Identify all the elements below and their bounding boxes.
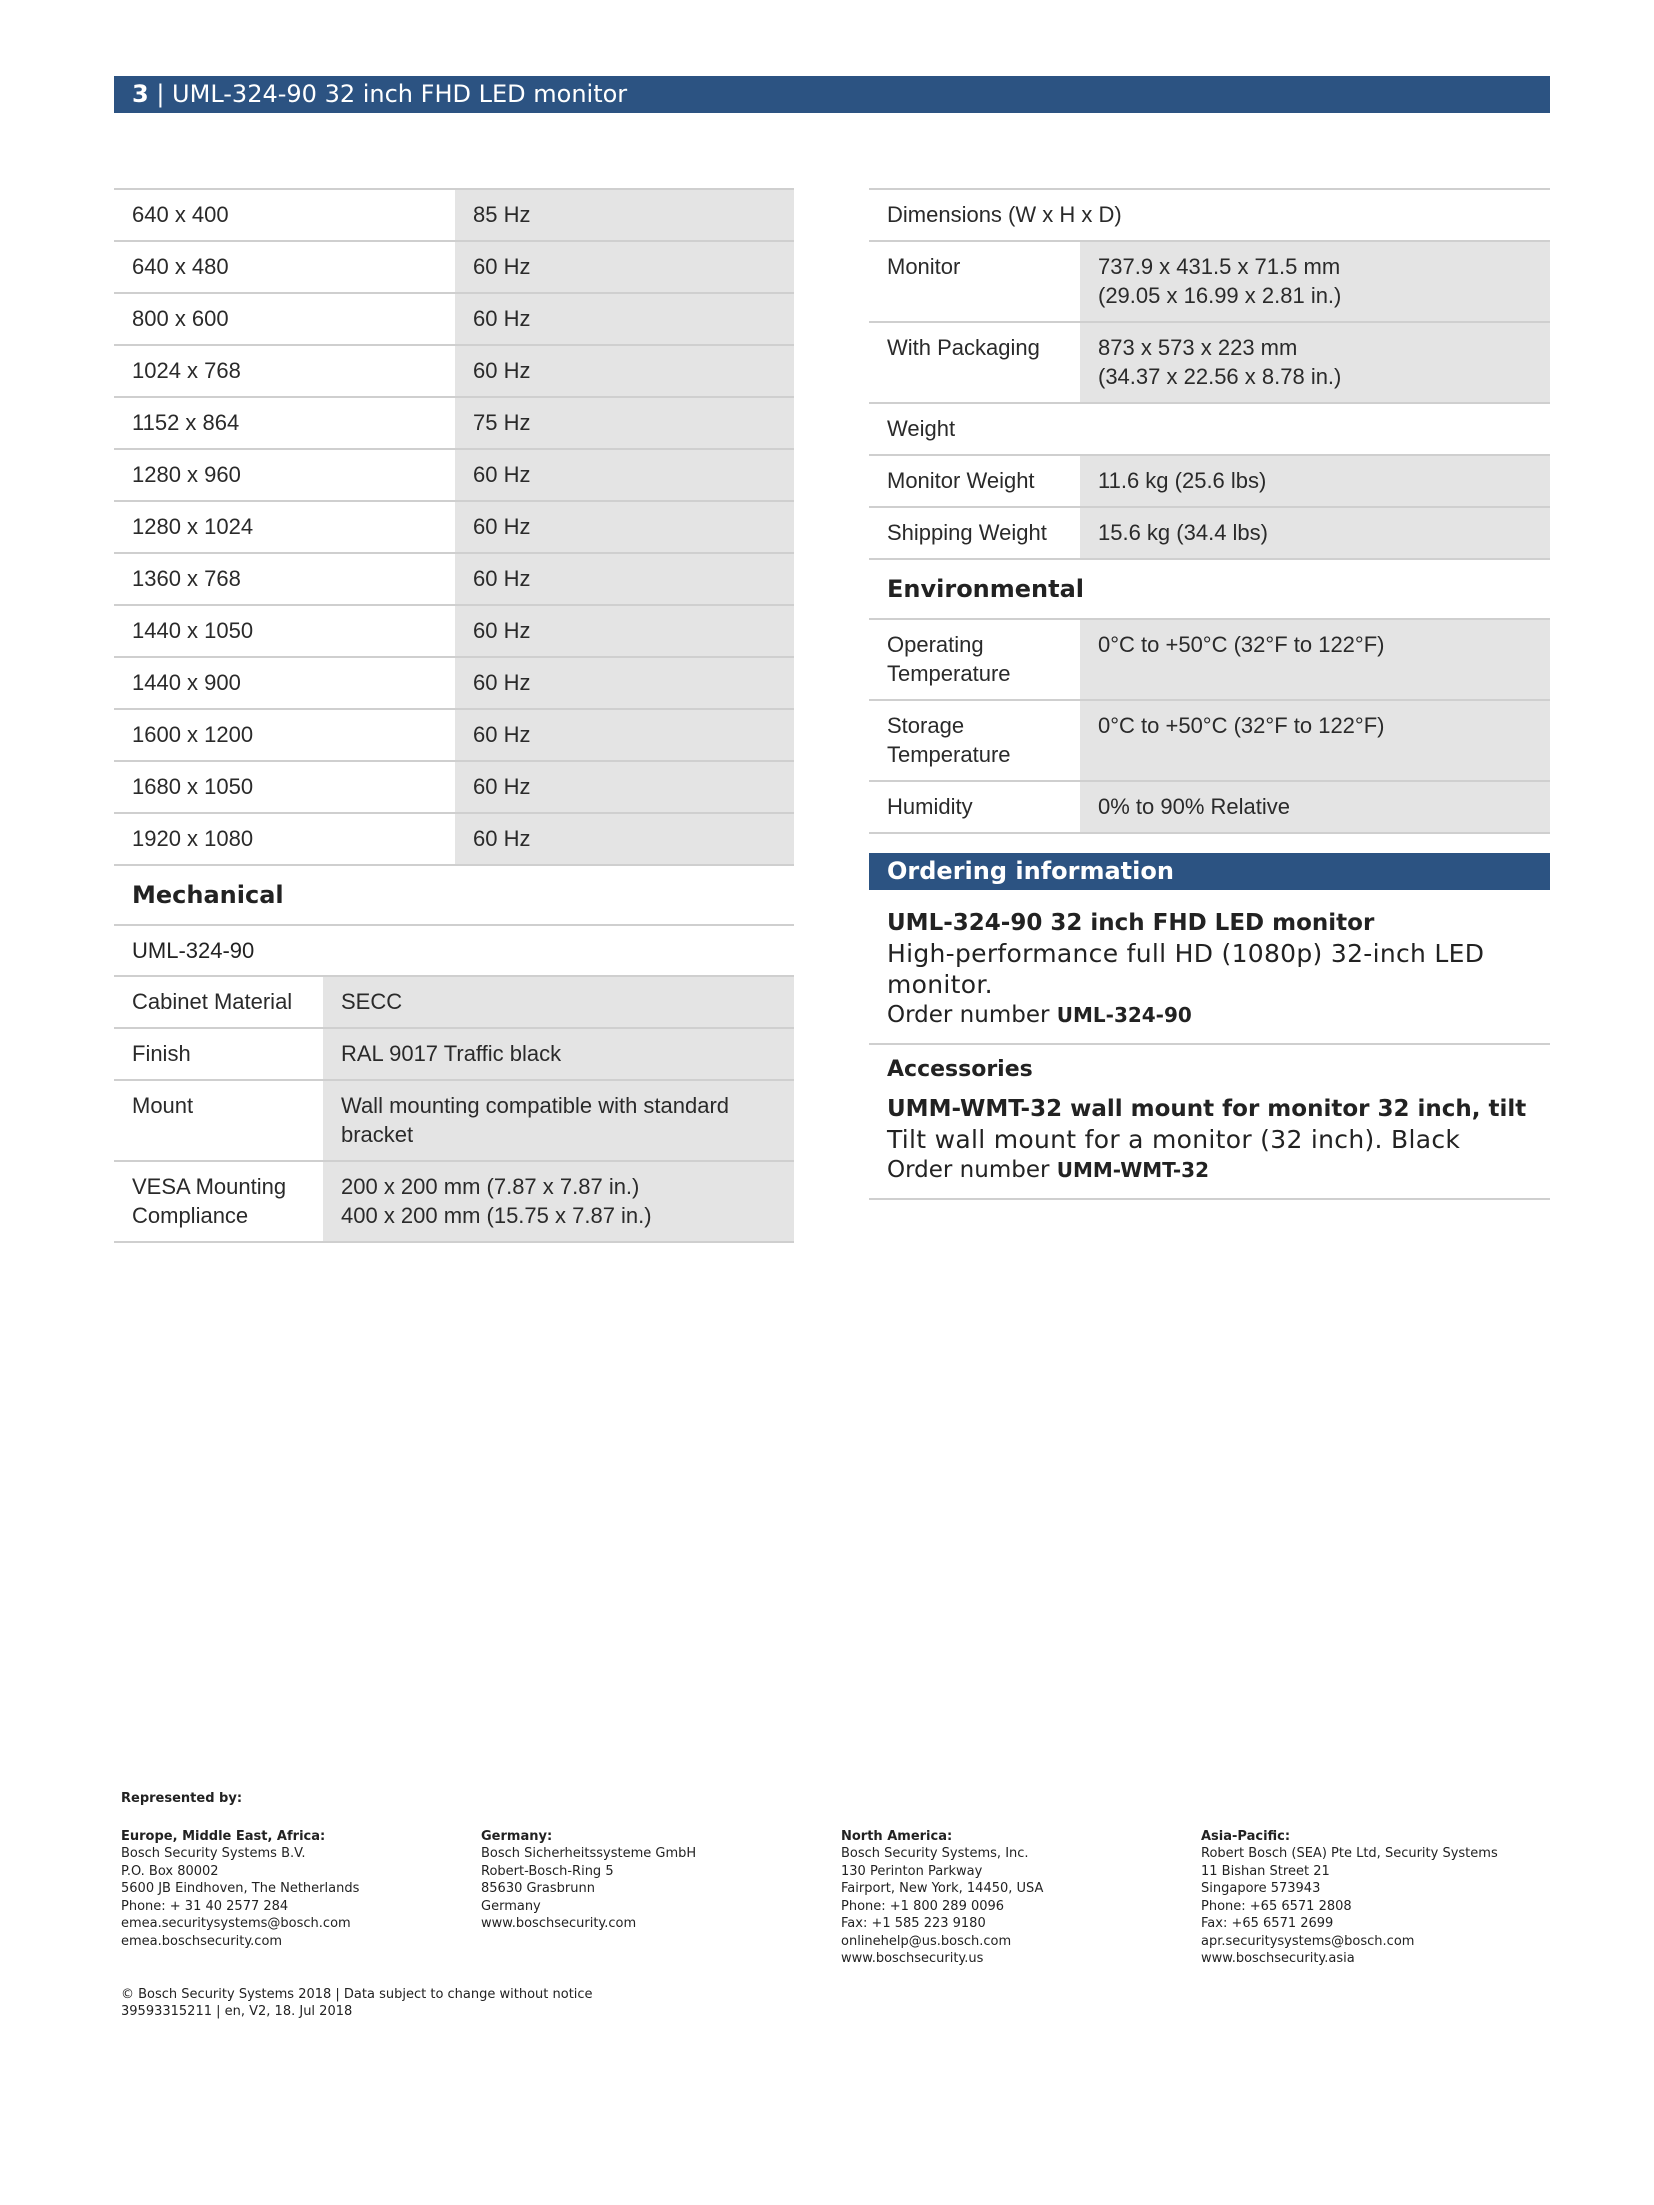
table-row [869, 507, 1550, 559]
resolution-cell: 1680 x 1050 [114, 761, 455, 813]
spec-value-line: (34.37 x 22.56 x 8.78 in.) [1098, 364, 1342, 389]
contact-line: onlinehelp@us.bosch.com [841, 1933, 1012, 1949]
table-row [869, 781, 1550, 833]
table-row [869, 241, 1550, 322]
contact-column [841, 1828, 1171, 1968]
order-number [887, 1000, 1532, 1031]
contact-line: Fax: +65 6571 2699 [1201, 1916, 1334, 1931]
order-number-label: Order number [887, 1002, 1057, 1028]
mechanical-table [114, 977, 794, 1243]
table-row [114, 241, 794, 293]
resolution-cell: 640 x 480 [114, 241, 455, 293]
table-row [869, 189, 1550, 241]
mechanical-subtitle: UML-324-90 [114, 926, 794, 977]
contact-line: Bosch Security Systems, Inc. [841, 1846, 1029, 1861]
table-row [869, 403, 1550, 455]
spec-key: VESA Mounting Compliance [114, 1161, 323, 1242]
order-item-description: High-performance full HD (1080p) 32-inch LED [887, 939, 1485, 968]
spec-key-line: Temperature [887, 661, 1011, 686]
accessory-item [869, 1082, 1550, 1200]
contact-line: Phone: +1 800 289 0096 [841, 1898, 1005, 1914]
contact-line: Phone: +65 6571 2808 [1201, 1898, 1352, 1914]
spec-key: Humidity [869, 781, 1080, 833]
contact-line: 5600 JB Eindhoven, The Netherlands [121, 1881, 360, 1896]
page-header [114, 76, 1550, 113]
table-row [114, 761, 794, 813]
resolution-cell: 1280 x 1024 [114, 501, 455, 553]
contact-line: Bosch Security Systems B.V. [121, 1846, 306, 1861]
spec-key: Shipping Weight [869, 507, 1080, 559]
table-row [114, 1161, 794, 1242]
refresh-rate-cell: 75 Hz [455, 397, 794, 449]
contact-line: Robert-Bosch-Ring 5 [481, 1863, 614, 1879]
table-row [114, 501, 794, 553]
table-row [114, 1028, 794, 1080]
refresh-rate-cell: 60 Hz [455, 449, 794, 501]
spec-key [869, 620, 1080, 700]
page-number: 3 [132, 80, 149, 108]
table-row [114, 449, 794, 501]
resolution-cell: 1024 x 768 [114, 345, 455, 397]
table-row [114, 709, 794, 761]
refresh-rate-cell: 60 Hz [455, 501, 794, 553]
resolution-cell: 1440 x 1050 [114, 605, 455, 657]
table-row [114, 605, 794, 657]
contact-line: Phone: + 31 40 2577 284 [121, 1898, 289, 1914]
contact-column [1201, 1828, 1531, 1968]
right-column [869, 188, 1550, 1200]
contact-line: Germany [481, 1898, 541, 1914]
table-row [114, 397, 794, 449]
spec-value [1080, 322, 1550, 403]
table-row [114, 1080, 794, 1161]
resolution-cell: 800 x 600 [114, 293, 455, 345]
resolution-table [114, 188, 794, 866]
spec-value-line: (29.05 x 16.99 x 2.81 in.) [1098, 283, 1342, 308]
resolution-cell: 1920 x 1080 [114, 813, 455, 865]
spec-value: RAL 9017 Traffic black [323, 1028, 794, 1080]
refresh-rate-cell: 60 Hz [455, 657, 794, 709]
spec-value: Wall mounting compatible with standard bracket [323, 1080, 794, 1161]
page-footer [121, 1790, 1551, 2021]
order-number-value: UMM-WMT-32 [1056, 1158, 1209, 1182]
spec-value: 0°C to +50°C (32°F to 122°F) [1080, 700, 1550, 781]
refresh-rate-cell: 85 Hz [455, 189, 794, 241]
accessory-description: Tilt wall mount for a monitor (32 inch). Black [887, 1125, 1461, 1154]
table-row [114, 657, 794, 709]
spec-key-line: Temperature [887, 742, 1011, 767]
spec-value: 0% to 90% Relative [1080, 781, 1550, 833]
dimensions-table [869, 188, 1550, 560]
order-number-label: Order number [887, 1157, 1057, 1183]
contact-line: 130 Perinton Parkway [841, 1863, 983, 1879]
spec-value-line: 737.9 x 431.5 x 71.5 mm [1098, 254, 1341, 279]
refresh-rate-cell: 60 Hz [455, 605, 794, 657]
environmental-table [869, 620, 1550, 834]
spec-key: Finish [114, 1028, 323, 1080]
resolution-cell: 640 x 400 [114, 189, 455, 241]
resolution-cell: 1600 x 1200 [114, 709, 455, 761]
spec-value-line: 873 x 573 x 223 mm [1098, 335, 1298, 360]
resolution-cell: 1152 x 864 [114, 397, 455, 449]
contact-line: Fairport, New York, 14450, USA [841, 1881, 1044, 1896]
order-item-title: UML-324-90 32 inch FHD LED monitor [887, 910, 1375, 936]
contact-line: emea.securitysystems@bosch.com [121, 1916, 351, 1931]
dimensions-title: Dimensions (W x H x D) [869, 189, 1550, 241]
order-item [869, 890, 1550, 1045]
contact-line: 11 Bishan Street 21 [1201, 1863, 1330, 1879]
contact-column [121, 1828, 451, 1951]
resolution-cell: 1360 x 768 [114, 553, 455, 605]
spec-key: Monitor Weight [869, 455, 1080, 507]
spec-value [323, 1161, 794, 1242]
contact-line: Bosch Sicherheitssysteme GmbH [481, 1846, 697, 1861]
table-row [869, 620, 1550, 700]
resolution-cell: 1440 x 900 [114, 657, 455, 709]
contact-line: www.boschsecurity.com [481, 1916, 637, 1931]
contact-line: 85630 Grasbrunn [481, 1881, 595, 1896]
table-row [114, 553, 794, 605]
refresh-rate-cell: 60 Hz [455, 761, 794, 813]
table-row [869, 455, 1550, 507]
spec-value: SECC [323, 977, 794, 1028]
document-id: 39593315211 | en, V2, 18. Jul 2018 [121, 2004, 353, 2019]
contact-line: www.boschsecurity.us [841, 1951, 984, 1966]
refresh-rate-cell: 60 Hz [455, 345, 794, 397]
accessory-order-number [887, 1155, 1532, 1186]
accessory-title: UMM-WMT-32 wall mount for monitor 32 inch, tilt [887, 1096, 1527, 1122]
spec-key [869, 700, 1080, 781]
contact-line: Singapore 573943 [1201, 1881, 1321, 1896]
spec-key-line: Storage [887, 713, 965, 738]
weight-title: Weight [869, 403, 1550, 455]
contact-region: Asia-Pacific: [1201, 1828, 1291, 1844]
contact-line: Robert Bosch (SEA) Pte Ltd, Security Systems [1201, 1846, 1498, 1861]
contact-line: P.O. Box 80002 [121, 1863, 219, 1879]
contact-line: apr.securitysystems@bosch.com [1201, 1933, 1415, 1949]
spec-key-line: Operating [887, 632, 984, 657]
mechanical-title: Mechanical [114, 866, 794, 926]
spec-key: Monitor [869, 241, 1080, 322]
table-row [114, 293, 794, 345]
spec-key: Mount [114, 1080, 323, 1161]
contact-line: Fax: +1 585 223 9180 [841, 1916, 986, 1931]
table-row [114, 189, 794, 241]
document-title: UML-324-90 32 inch FHD LED monitor [172, 80, 628, 108]
order-item-description: monitor. [887, 970, 993, 999]
contact-column [481, 1828, 811, 1933]
refresh-rate-cell: 60 Hz [455, 553, 794, 605]
table-row [114, 345, 794, 397]
table-row [114, 813, 794, 865]
resolution-cell: 1280 x 960 [114, 449, 455, 501]
contact-region: Europe, Middle East, Africa: [121, 1828, 326, 1844]
contact-line: www.boschsecurity.asia [1201, 1951, 1355, 1966]
table-row [869, 700, 1550, 781]
order-number-value: UML-324-90 [1056, 1003, 1192, 1027]
refresh-rate-cell: 60 Hz [455, 293, 794, 345]
table-row [869, 322, 1550, 403]
contact-region: Germany: [481, 1828, 553, 1844]
refresh-rate-cell: 60 Hz [455, 241, 794, 293]
contact-region: North America: [841, 1828, 953, 1844]
ordering-information-bar: Ordering information [869, 853, 1550, 890]
represented-by-label: Represented by: [121, 1791, 243, 1806]
copyright: © Bosch Security Systems 2018 | Data subject to change without notice [121, 1986, 593, 2002]
contact-line: emea.boschsecurity.com [121, 1933, 283, 1949]
spec-key: With Packaging [869, 322, 1080, 403]
table-row [114, 977, 794, 1028]
footer-contacts [121, 1828, 1551, 1968]
spec-value: 0°C to +50°C (32°F to 122°F) [1080, 620, 1550, 700]
spec-value-line: 400 x 200 mm (15.75 x 7.87 in.) [341, 1203, 652, 1228]
environmental-title: Environmental [869, 560, 1550, 620]
left-column [114, 188, 794, 1243]
spec-value-line: 200 x 200 mm (7.87 x 7.87 in.) [341, 1174, 640, 1199]
refresh-rate-cell: 60 Hz [455, 813, 794, 865]
spec-value: 15.6 kg (34.4 lbs) [1080, 507, 1550, 559]
spec-key: Cabinet Material [114, 977, 323, 1028]
spec-value [1080, 241, 1550, 322]
header-separator: | [148, 80, 173, 108]
spec-value: 11.6 kg (25.6 lbs) [1080, 455, 1550, 507]
refresh-rate-cell: 60 Hz [455, 709, 794, 761]
accessories-title: Accessories [887, 1057, 1033, 1082]
